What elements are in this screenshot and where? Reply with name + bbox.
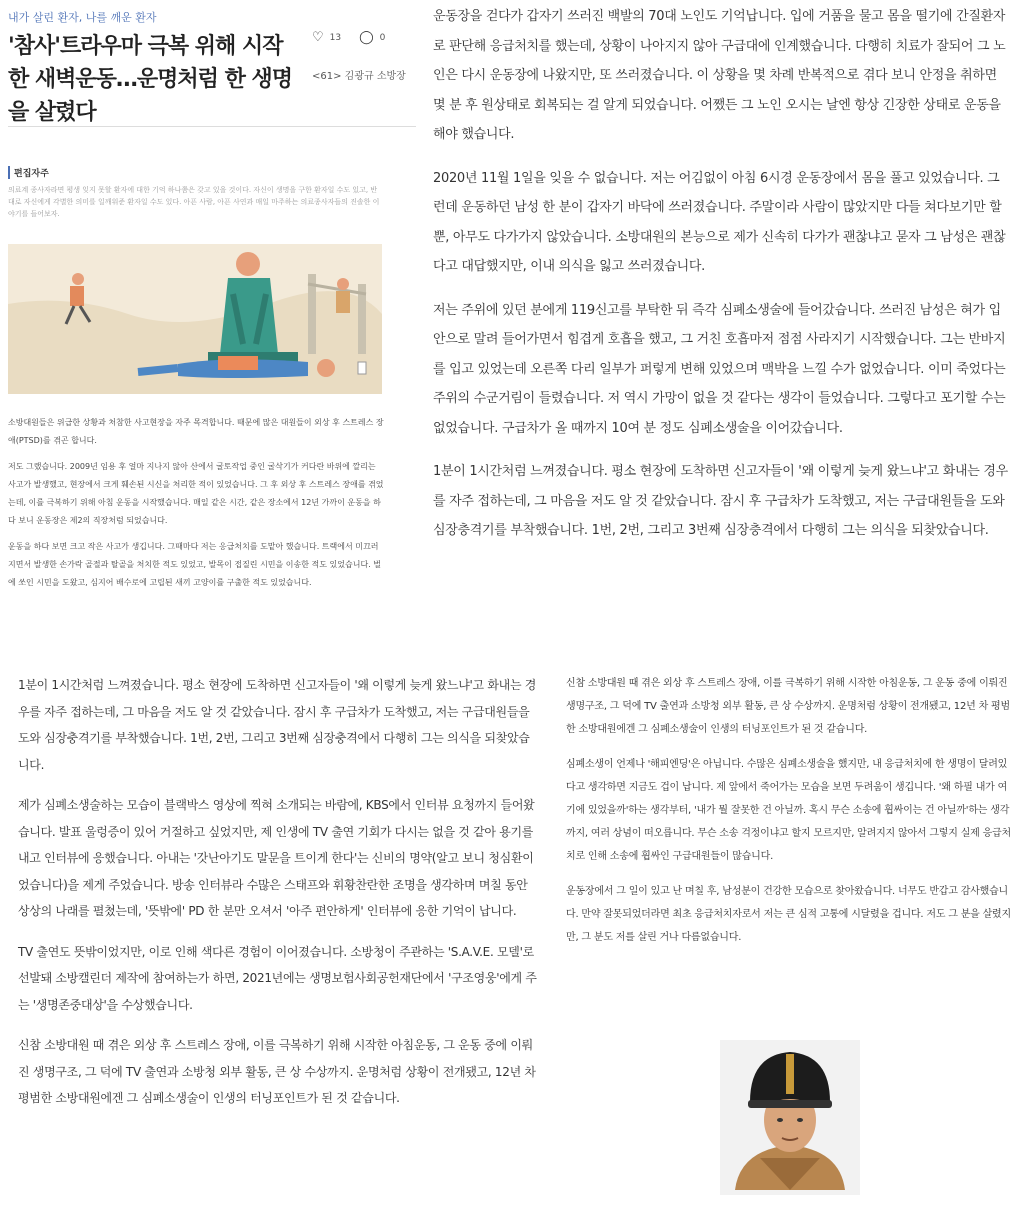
right-bottom-column — [566, 672, 1016, 949]
divider — [8, 126, 416, 127]
paragraph: 1분이 1시간처럼 느껴졌습니다. 평소 현장에 도착하면 신고자들이 '왜 이렇게 늦게 왔느냐'고 화내는 경우를 자주 접하는데, 그 마음을 저도 알 것 같았습니다. 잠시 후 구급차가 도착했고, 저는 구급대원들을 도와 심장충격기를 부착했습니다. 1번, 2번, 그리고 3번째 심장충격에서 다행히 그는 의식을 되찾았습니다. — [18, 678, 537, 772]
paragraph: 1분이 1시간처럼 느껴졌습니다. 평소 현장에 도착하면 신고자들이 '왜 이렇게 늦게 왔느냐'고 화내는 경우를 자주 접하는데, 그 마음을 저도 알 것 같았습니다. 잠시 후 구급차가 도착했고, 저는 구급대원들을 도와 심장충격기를 부착했습니다. 1번, 2번, 그리고 3번째 심장충격에서 다행히 그는 의식을 되찾았습니다. — [433, 464, 1008, 538]
left-column — [8, 414, 384, 592]
comment-count: 0 — [379, 32, 386, 43]
byline: <61> 김광규 소방장 — [312, 71, 406, 82]
paragraph: 운동장에서 그 일이 있고 난 며칠 후, 남성분이 건강한 모습으로 찾아왔습니다. 너무도 반갑고 감사했습니다. 만약 잘못되었더라면 최초 응급처치자로서 저는 큰 심적 고통에 시달렸을 겁니다. 저도 그 분을 살렸지만, 그 분도 저를 살린 거나 다름없습니다. — [566, 886, 1011, 943]
cpr-illustration — [8, 244, 382, 394]
left-bottom-column — [18, 672, 540, 1112]
firefighter-photo — [720, 1040, 860, 1195]
paragraph: 소방대원들은 위급한 상황과 처참한 사고현장을 자주 목격합니다. 때문에 많은 대원들이 외상 후 스트레스 장애(PTSD)를 겪곤 합니다. — [8, 418, 384, 445]
article-kicker: 내가 살린 환자, 나를 깨운 환자 — [8, 11, 157, 24]
paragraph: 신참 소방대원 때 겪은 외상 후 스트레스 장애, 이를 극복하기 위해 시작한 아침운동, 그 운동 중에 이뤄진 생명구조, 그 덕에 TV 출연과 소방청 외부 활동, 큰 상 수상까지. 운명처럼 상황이 전개됐고, 12년 차 평범한 소방대원에겐 그 심폐소생술이 인생의 터닝포인트가 된 것 같습니다. — [566, 678, 1010, 735]
paragraph: 신참 소방대원 때 겪은 외상 후 스트레스 장애, 이를 극복하기 위해 시작한 아침운동, 그 운동 중에 이뤄진 생명구조, 그 덕에 TV 출연과 소방청 외부 활동, 큰 상 수상까지. 운명처럼 상황이 전개됐고, 12년 차 평범한 소방대원에겐 그 심폐소생술이 인생의 터닝포인트가 된 것 같습니다. — [18, 1038, 536, 1105]
paragraph: 운동을 하다 보면 크고 작은 사고가 생깁니다. 그때마다 저는 응급처치를 도맡아 했습니다. 트랙에서 미끄러지면서 발생한 손가락 골절과 탈골을 처치한 적도 있었고, 발목이 접질린 시민을 이송한 적도 있었습니다. 벌에 쏘인 시민을 도왔고, 심지어 배수로에 고립된 새끼 고양이를 구출한 적도 있었습니다. — [8, 542, 381, 587]
heart-icon[interactable]: ♡ — [312, 30, 324, 45]
paragraph: 2020년 11월 1일을 잊을 수 없습니다. 저는 어김없이 아침 6시경 운동장에서 몸을 풀고 있었습니다. 그런데 운동하던 남성 한 분이 갑자기 바닥에 쓰러졌습니다. 주말이라 사람이 많았지만 다들 쳐다보기만 할 뿐, 아무도 다가가지 않았습니다. 소방대원의 본능으로 제가 신속히 다가가 괜찮냐고 묻자 그 남성은 괜찮다고 대답했지만, 이내 의식을 잃고 쓰러졌습니다. — [433, 170, 1006, 274]
paragraph: TV 출연도 뜻밖이었지만, 이로 인해 색다른 경험이 이어졌습니다. 소방청이 주관하는 'S.A.V.E. 모델'로 선발돼 소방캘린더 제작에 참여하는가 하면, 2021년에는 생명보험사회공헌재단에서 '구조영웅'에게 주는 '생명존중대상'을 수상했습니다. — [18, 944, 537, 1012]
like-count: 13 — [329, 32, 342, 43]
right-top-column — [433, 2, 1008, 546]
article-meta — [312, 30, 422, 82]
paragraph: 저도 그랬습니다. 2009년 임용 후 얼마 지나지 않아 산에서 굴토작업 중인 굴삭기가 커다란 바위에 깔리는 사고가 발생했고, 현장에서 크게 훼손된 시신을 처리한 적이 있었습니다. 그 후 외상 후 스트레스 장애를 겪었는데, 이를 극복하기 위해 아침 운동을 시작했습니다. 매일 같은 시간, 같은 장소에서 12년 가까이 운동을 하다 보니 운동장은 제2의 직장처럼 되었습니다. — [8, 462, 384, 525]
editor-note-heading: 편집자주 — [8, 166, 49, 179]
comment-icon[interactable]: ◯ — [359, 30, 374, 45]
article-title: '참사'트라우마 극복 위해 시작한 새벽운동…운명처럼 한 생명을 살렸다 — [8, 34, 293, 125]
paragraph: 심폐소생이 언제나 '해피엔딩'은 아닙니다. 수많은 심폐소생술을 했지만, 내 응급처치에 한 생명이 달려있다고 생각하면 지금도 겁이 납니다. 제 앞에서 죽어가는 모습을 보면 두려움이 생깁니다. '왜 하필 내가 여기에 있었을까'하는 생각부터, '내가 뭘 잘못한 건 아닐까. 혹시 무슨 소송에 휩싸이는 건 아닐까'하는 생각까지, 여러 상념이 떠오릅니다. 무슨 소송 걱정이냐고 할지 모르지만, 알려지지 않아서 그렇지 실제 응급처치로 인해 소송에 휩싸인 구급대원들이 많습니다. — [566, 759, 1011, 862]
paragraph: 제가 심폐소생술하는 모습이 블랙박스 영상에 찍혀 소개되는 바람에, KBS에서 인터뷰 요청까지 들어왔습니다. 발표 울렁증이 있어 거절하고 싶었지만, 제 인생에 TV 출연 기회가 다시는 없을 것 같아 용기를 내고 인터뷰에 응했습니다. 아내는 '갓난아기도 말문을 트이게 한다'는 신비의 명약(알고 보니 청심환이었습니다)을 제게 주었습니다. 방송 인터뷰라 수많은 스태프와 휘황찬란한 조명을 생각하며 며칠 동안 상상의 나래를 펼쳤는데, '뜻밖에' PD 한 분만 오셔서 '아주 편안하게' 인터뷰에 응한 기억이 납니다. — [18, 798, 535, 918]
editor-note-text: 의료계 종사자라면 평생 잊지 못할 환자에 대한 기억 하나쯤은 갖고 있을 것이다. 자신이 생명을 구한 환자일 수도 있고, 반대로 자신에게 각별한 의미를 일깨워준 환자일 수도 있다. 아픈 사람, 아픈 사연과 매일 마주하는 의료종사자들의 진솔한 이야기를 들어보자. — [8, 186, 380, 218]
paragraph: 저는 주위에 있던 분에게 119신고를 부탁한 뒤 즉각 심폐소생술에 들어갔습니다. 쓰러진 남성은 혀가 입안으로 말려 들어가면서 힘겹게 호흡을 했고, 그 거친 호흡마저 점점 사라지기 시작했습니다. 그는 반바지를 입고 있었는데 오른쪽 다리 일부가 퍼렇게 변해 있었으며 맥박을 느낄 수가 없었습니다. 이미 죽었다는 주위의 수군거림이 들렸습니다. 저 역시 가망이 없을 것 같다는 생각이 들었습니다. 그렇다고 포기할 수는 없었습니다. 구급차가 올 때까지 10여 분 정도 심폐소생술을 이어갔습니다. — [433, 302, 1006, 436]
paragraph: 운동장을 걷다가 갑자기 쓰러진 백발의 70대 노인도 기억납니다. 입에 거품을 물고 몸을 떨기에 간질환자로 판단해 응급처치를 했는데, 상황이 나아지지 않아 구급대에 인계했습니다. 다행히 치료가 잘되어 그 노인은 다시 운동장에 나왔지만, 또 쓰러졌습니다. 이 상황을 몇 차례 반복적으로 겪다 보니 안정을 취하면 몇 분 후 원상태로 회복되는 걸 알게 되었습니다. 어쨌든 그 노인 오시는 날엔 항상 긴장한 상태로 운동을 해야 했습니다. — [433, 9, 1006, 142]
